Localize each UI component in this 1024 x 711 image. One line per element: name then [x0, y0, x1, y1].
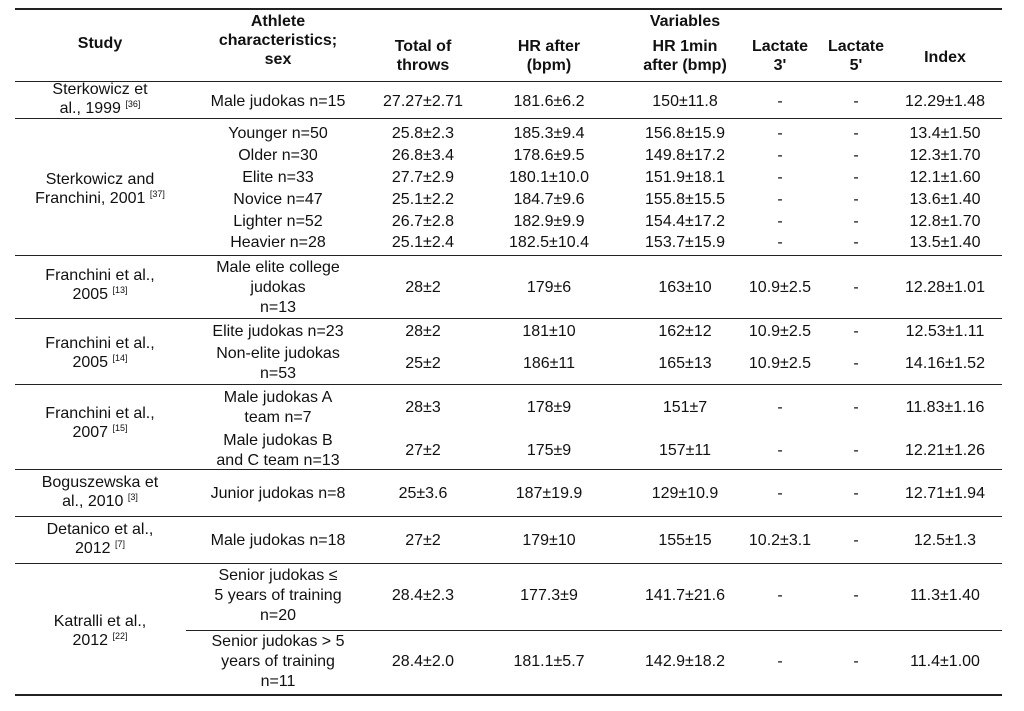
throws-cell: 25.1±2.4: [391, 234, 455, 251]
study-ref: [14]: [112, 353, 128, 363]
athlete-cell: Lighter n=52: [233, 213, 323, 230]
lactate-5-cell: -: [853, 169, 859, 186]
hr-1min-cell: 155.8±15.5: [645, 191, 725, 208]
index-cell: 11.4±1.00: [910, 653, 980, 670]
athlete-cell: Senior judokas ≤ 5 years of training n=20: [214, 567, 342, 624]
athlete-cell: Male judokas B and C team n=13: [216, 432, 340, 469]
study-ref: [22]: [112, 631, 128, 641]
hr-after-cell: 181.6±6.2: [513, 93, 585, 110]
index-cell: 11.3±1.40: [910, 587, 980, 604]
study-ref: [13]: [112, 285, 128, 295]
hr-after-cell: 179±6: [526, 279, 572, 296]
study-cell: [15, 266, 185, 304]
study-ref: [37]: [149, 189, 165, 199]
header-lactate-3: Lactate 3': [751, 38, 809, 74]
lactate-5-cell: -: [853, 279, 859, 296]
hr-after-cell: 181±10: [522, 323, 576, 340]
lactate-5-cell: -: [853, 587, 859, 604]
lactate-3-cell: -: [777, 485, 783, 502]
throws-cell: 28±2: [405, 323, 441, 340]
athlete-cell: Male elite college judokas n=13: [216, 259, 340, 316]
header-athlete: Athlete characteristics; sex: [218, 13, 338, 68]
throws-cell: 27±2: [405, 532, 441, 549]
header-hr-after: HR after (bpm): [517, 38, 581, 74]
throws-cell: 27.7±2.9: [391, 169, 455, 186]
throws-cell: 28.4±2.0: [391, 653, 455, 670]
index-cell: 12.1±1.60: [909, 169, 981, 186]
lactate-5-cell: -: [853, 442, 859, 459]
study-cell: [15, 404, 185, 442]
lactate-5-cell: -: [853, 355, 859, 372]
lactate-3-cell: 10.2±3.1: [748, 532, 812, 549]
lactate-3-cell: -: [777, 213, 783, 230]
hr-1min-cell: 151.9±18.1: [645, 169, 725, 186]
study-cell: [15, 170, 185, 208]
lactate-5-cell: -: [853, 147, 859, 164]
throws-cell: 25±2: [405, 355, 441, 372]
athlete-cell: Older n=30: [238, 147, 318, 164]
hr-1min-cell: 141.7±21.6: [645, 587, 725, 604]
lactate-5-cell: -: [853, 399, 859, 416]
throws-cell: 25.8±2.3: [391, 125, 455, 142]
row-divider: [15, 516, 1002, 517]
hr-after-cell: 181.1±5.7: [513, 653, 585, 670]
lactate-5-cell: -: [853, 323, 859, 340]
index-cell: 14.16±1.52: [905, 355, 985, 372]
lactate-3-cell: 10.9±2.5: [748, 323, 812, 340]
header-study: Study: [77, 35, 123, 52]
throws-cell: 28.4±2.3: [391, 587, 455, 604]
hr-after-cell: 179±10: [522, 532, 576, 549]
athlete-cell: Senior judokas > 5 years of training n=11: [211, 633, 345, 690]
index-cell: 12.29±1.48: [905, 93, 985, 110]
hr-1min-cell: 156.8±15.9: [645, 125, 725, 142]
row-divider-partial: [186, 630, 1002, 631]
lactate-5-cell: -: [853, 213, 859, 230]
hr-1min-cell: 154.4±17.2: [645, 213, 725, 230]
study-ref: [7]: [115, 539, 126, 549]
lactate-3-cell: -: [777, 169, 783, 186]
study-name: Boguszewska et al., 2010: [41, 474, 159, 510]
study-name: Sterkowicz and Franchini, 2001: [35, 171, 155, 207]
lactate-3-cell: 10.9±2.5: [748, 355, 812, 372]
index-cell: 13.4±1.50: [909, 125, 981, 142]
throws-cell: 28±3: [405, 399, 441, 416]
throws-cell: 25.1±2.2: [391, 191, 455, 208]
row-divider: [15, 318, 1002, 319]
study-cell: [15, 520, 185, 558]
index-cell: 12.53±1.11: [905, 323, 985, 340]
hr-after-cell: 182.5±10.4: [509, 234, 589, 251]
lactate-3-cell: -: [777, 147, 783, 164]
lactate-3-cell: -: [777, 125, 783, 142]
lactate-3-cell: -: [777, 234, 783, 251]
index-cell: 12.28±1.01: [905, 279, 985, 296]
row-divider: [15, 255, 1002, 256]
row-divider: [15, 384, 1002, 385]
lactate-3-cell: -: [777, 399, 783, 416]
hr-1min-cell: 151±7: [662, 399, 708, 416]
athlete-cell: Younger n=50: [228, 125, 328, 142]
hr-1min-cell: 165±13: [658, 355, 712, 372]
study-cell: [15, 334, 185, 372]
lactate-3-cell: -: [777, 653, 783, 670]
study-name: Sterkowicz et al., 1999: [52, 81, 148, 117]
study-name: Franchini et al., 2005: [45, 335, 155, 371]
index-cell: 12.3±1.70: [909, 147, 981, 164]
lactate-3-cell: 10.9±2.5: [748, 279, 812, 296]
hr-after-cell: 182.9±9.9: [513, 213, 585, 230]
hr-1min-cell: 129±10.9: [651, 485, 719, 502]
hr-after-cell: 185.3±9.4: [513, 125, 585, 142]
hr-1min-cell: 149.8±17.2: [645, 147, 725, 164]
header-hr-1min: HR 1min after (bmp): [643, 38, 727, 74]
lactate-5-cell: -: [853, 234, 859, 251]
lactate-3-cell: -: [777, 442, 783, 459]
index-cell: 13.5±1.40: [909, 234, 981, 251]
throws-cell: 27±2: [405, 442, 441, 459]
index-cell: 12.5±1.3: [913, 532, 977, 549]
athlete-cell: Male judokas n=15: [210, 93, 346, 110]
index-cell: 12.8±1.70: [909, 213, 981, 230]
throws-cell: 25±3.6: [398, 485, 448, 502]
throws-cell: 26.8±3.4: [391, 147, 455, 164]
hr-1min-cell: 150±11.8: [652, 93, 718, 110]
lactate-5-cell: -: [853, 532, 859, 549]
study-cell: [15, 473, 185, 511]
athlete-cell: Male judokas n=18: [210, 532, 346, 549]
hr-1min-cell: 142.9±18.2: [645, 653, 725, 670]
hr-after-cell: 184.7±9.6: [513, 191, 585, 208]
header-variables: Variables: [649, 13, 721, 30]
study-cell: [15, 612, 185, 650]
athlete-cell: Male judokas A team n=7: [223, 389, 333, 426]
athlete-cell: Non-elite judokas n=53: [216, 345, 340, 382]
lactate-3-cell: -: [777, 93, 783, 110]
hr-after-cell: 177.3±9: [520, 587, 578, 604]
lactate-5-cell: -: [853, 125, 859, 142]
top-rule: [15, 8, 1002, 10]
study-ref: [36]: [125, 99, 141, 109]
hr-after-cell: 178.6±9.5: [513, 147, 585, 164]
bottom-rule: [15, 694, 1002, 696]
lactate-3-cell: -: [777, 587, 783, 604]
hr-1min-cell: 157±11: [658, 442, 712, 459]
hr-after-cell: 180.1±10.0: [509, 169, 589, 186]
hr-1min-cell: 162±12: [658, 323, 712, 340]
lactate-3-cell: -: [777, 191, 783, 208]
study-name: Katralli et al., 2012: [53, 613, 147, 649]
row-divider: [15, 118, 1002, 119]
study-cell: [15, 80, 185, 118]
athlete-cell: Elite n=33: [242, 169, 314, 186]
athlete-cell: Novice n=47: [233, 191, 323, 208]
hr-1min-cell: 163±10: [658, 279, 712, 296]
study-name: Franchini et al., 2005: [45, 267, 155, 303]
lactate-5-cell: -: [853, 653, 859, 670]
study-ref: [3]: [127, 492, 138, 502]
row-divider: [15, 563, 1002, 564]
lactate-5-cell: -: [853, 191, 859, 208]
header-lactate-5: Lactate 5': [827, 38, 885, 74]
athlete-cell: Heavier n=28: [230, 234, 326, 251]
hr-after-cell: 175±9: [526, 442, 572, 459]
throws-cell: 27.27±2.71: [383, 93, 463, 110]
lactate-5-cell: -: [853, 485, 859, 502]
index-cell: 12.71±1.94: [905, 485, 985, 502]
hr-after-cell: 187±19.9: [515, 485, 583, 502]
index-cell: 11.83±1.16: [905, 399, 985, 416]
hr-after-cell: 186±11: [522, 355, 576, 372]
lactate-5-cell: -: [853, 93, 859, 110]
index-cell: 13.6±1.40: [909, 191, 981, 208]
throws-cell: 26.7±2.8: [391, 213, 455, 230]
header-total-throws: Total of throws: [394, 38, 452, 74]
hr-1min-cell: 155±15: [658, 532, 712, 549]
study-name: Detanico et al., 2012: [46, 521, 154, 557]
study-ref: [15]: [112, 423, 128, 433]
hr-1min-cell: 153.7±15.9: [645, 234, 725, 251]
header-index: Index: [924, 49, 966, 66]
hr-after-cell: 178±9: [526, 399, 572, 416]
athlete-cell: Elite judokas n=23: [212, 323, 344, 340]
throws-cell: 28±2: [405, 279, 441, 296]
athlete-cell: Junior judokas n=8: [210, 485, 346, 502]
row-divider: [15, 469, 1002, 470]
study-name: Franchini et al., 2007: [45, 405, 155, 441]
index-cell: 12.21±1.26: [905, 442, 985, 459]
